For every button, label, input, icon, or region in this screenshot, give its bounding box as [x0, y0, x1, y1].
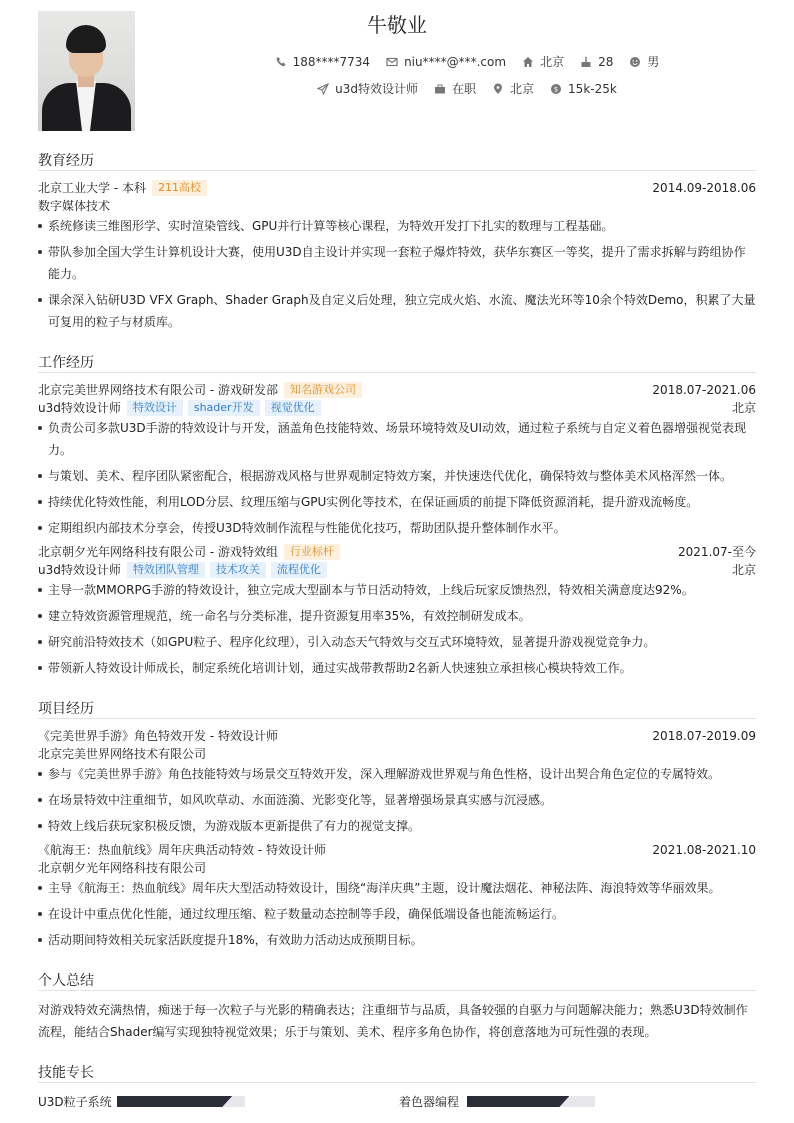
- project-company: 北京朝夕光年网络科技有限公司: [38, 861, 207, 875]
- status-item: [434, 80, 476, 97]
- phone-text: 188****7734: [292, 54, 371, 69]
- education-heading: 教育经历: [38, 153, 94, 169]
- work-role-row: [38, 562, 756, 578]
- skill-bar: [117, 1096, 245, 1107]
- project-heading: 项目经历: [38, 701, 94, 717]
- company-tag: 行业标杆: [284, 544, 340, 560]
- education-header: [38, 180, 756, 196]
- skill-bar-fill: [117, 1096, 232, 1107]
- home-icon: [522, 56, 534, 68]
- skill-tag: 流程优化: [271, 562, 327, 578]
- school-name: 北京工业大学 - 本科: [38, 181, 146, 195]
- candidate-name: 牛敬业: [367, 13, 427, 37]
- project-header: [38, 728, 756, 744]
- summary-text: 对游戏特效充满热情，痴迷于每一次粒子与光影的精确表达；注重细节与品质，具备较强的自驱力与问题解决能力；熟悉U3D特效制作流程，能结合Shader编写实现独特视觉效果；乐于与策划、美术、程序多角色协作，将创意落地为可玩性强的表现。: [38, 1003, 748, 1039]
- location-pin-icon: [492, 83, 504, 95]
- education-major-row: [38, 198, 756, 214]
- project-header: [38, 842, 756, 858]
- work-date: 2018.07-2021.06: [652, 383, 756, 397]
- work-header: [38, 382, 756, 398]
- skill-tag: shader开发: [188, 400, 260, 416]
- work-header: [38, 544, 756, 560]
- project-title: 《完美世界手游》角色特效开发 - 特效设计师: [38, 729, 278, 743]
- mail-icon: [386, 56, 398, 68]
- project-company-row: [38, 860, 756, 876]
- skill-item: [38, 1093, 245, 1110]
- hometown-text: 北京: [540, 55, 565, 69]
- list-item: 定期组织内部技术分享会，传授U3D特效制作流程与性能优化技巧，帮助团队提升整体制作水平。: [38, 517, 756, 539]
- company-name: 北京朝夕光年网络科技有限公司 - 游戏特效组: [38, 545, 278, 559]
- divider: [38, 170, 756, 171]
- location-item: [492, 80, 534, 97]
- send-icon: [317, 83, 329, 95]
- list-item: 建立特效资源管理规范，统一命名与分类标准，提升资源复用率35%，有效控制研发成本。: [38, 605, 756, 627]
- briefcase-icon: [434, 83, 446, 95]
- money-icon: [550, 83, 562, 95]
- job-intent-row: [140, 80, 794, 97]
- list-item: 系统修读三维图形学、实时渲染管线、GPU并行计算等核心课程，为特效开发打下扎实的数理与工程基础。: [38, 215, 756, 237]
- email-item: [386, 55, 506, 69]
- list-item: 参与《完美世界手游》角色技能特效与场景交互特效开发，深入理解游戏世界观与角色性格，设计出契合角色定位的专属特效。: [38, 763, 756, 785]
- school-tag: 211高校: [152, 180, 207, 196]
- skill-name: 着色器编程: [399, 1095, 460, 1109]
- divider: [38, 718, 756, 719]
- list-item: 带领新人特效设计师成长，制定系统化培训计划，通过实战带教帮助2名新人快速独立承担核心模块特效工作。: [38, 657, 756, 679]
- list-item: 与策划、美术、程序团队紧密配合，根据游戏风格与世界观制定特效方案，并快速迭代优化，确保特效与整体美术风格浑然一体。: [38, 465, 756, 487]
- work-city: 北京: [731, 563, 756, 577]
- salary-text: 15k-25k: [568, 81, 617, 96]
- education-date: 2014.09-2018.06: [652, 181, 756, 195]
- company-name: 北京完美世界网络技术有限公司 - 游戏研发部: [38, 383, 278, 397]
- list-item: 活动期间特效相关玩家活跃度提升18%，有效助力活动达成预期目标。: [38, 929, 756, 951]
- skill-name: U3D粒子系统: [38, 1095, 112, 1109]
- skill-bar: [467, 1096, 595, 1107]
- project-date: 2018.07-2019.09: [652, 729, 756, 743]
- gender-item: [629, 53, 659, 70]
- major: 数字媒体技术: [38, 199, 111, 213]
- list-item: 主导一款MMORPG手游的特效设计，独立完成大型副本与节日活动特效，上线后玩家反馈热烈，特效相关满意度达92%。: [38, 579, 756, 601]
- divider: [38, 990, 756, 991]
- job-role: u3d特效设计师: [38, 563, 121, 577]
- salary-item: [550, 82, 617, 96]
- work-heading: 工作经历: [38, 355, 94, 371]
- skill-item: [399, 1093, 595, 1110]
- person-icon: [629, 56, 641, 68]
- company-tag: 知名游戏公司: [284, 382, 362, 398]
- summary-heading: 个人总结: [38, 973, 94, 989]
- work-role-row: [38, 400, 756, 416]
- hometown-item: [522, 53, 564, 70]
- phone-icon: [275, 56, 287, 68]
- project-date: 2021.08-2021.10: [652, 843, 756, 857]
- phone-item: [275, 55, 370, 69]
- list-item: 研究前沿特效技术（如GPU粒子、程序化纹理），引入动态天气特效与交互式环境特效，显著提升游戏视觉竞争力。: [38, 631, 756, 653]
- project-title: 《航海王：热血航线》周年庆典活动特效 - 特效设计师: [38, 843, 326, 857]
- svg-text:$: $: [553, 85, 559, 93]
- project-company-row: [38, 746, 756, 762]
- location-text: 北京: [510, 82, 535, 96]
- list-item: 特效上线后获玩家积极反馈，为游戏版本更新提供了有力的视觉支撑。: [38, 815, 756, 837]
- list-item: 负责公司多款U3D手游的特效设计与开发，涵盖角色技能特效、场景环境特效及UI动效，通过粒子系统与自定义着色器增强视觉表现力。: [38, 417, 756, 461]
- list-item: 主导《航海王：热血航线》周年庆大型活动特效设计，围绕“海洋庆典”主题，设计魔法烟花、神秘法阵、海浪特效等华丽效果。: [38, 877, 756, 899]
- skills-heading: 技能专长: [38, 1065, 94, 1081]
- skill-tag: 技术攻关: [210, 562, 266, 578]
- list-item: 课余深入钻研U3D VFX Graph、Shader Graph及自定义后处理，独立完成火焰、水流、魔法光环等10余个特效Demo，积累了大量可复用的粒子与材质库。: [38, 289, 756, 333]
- divider: [38, 372, 756, 373]
- skill-tag: 视觉优化: [265, 400, 321, 416]
- work-date: 2021.07-至今: [678, 545, 756, 559]
- skill-tag: 特效团队管理: [127, 562, 205, 578]
- work-city: 北京: [731, 401, 756, 415]
- cake-icon: [580, 56, 592, 68]
- age-item: [580, 55, 613, 69]
- skill-bar-fill: [467, 1096, 569, 1107]
- position-text: u3d特效设计师: [335, 82, 419, 96]
- email-text: niu****@***.com: [404, 54, 507, 69]
- contact-row: [140, 53, 794, 70]
- job-role: u3d特效设计师: [38, 401, 121, 415]
- list-item: 在设计中重点优化性能，通过纹理压缩、粒子数量动态控制等手段，确保低端设备也能流畅运行。: [38, 903, 756, 925]
- status-text: 在职: [452, 82, 477, 96]
- divider: [38, 1082, 756, 1083]
- list-item: 带队参加全国大学生计算机设计大赛，使用U3D自主设计并实现一套粒子爆炸特效，获华东赛区一等奖，提升了需求拆解与跨组协作能力。: [38, 241, 756, 285]
- skill-tag: 特效设计: [127, 400, 183, 416]
- list-item: 持续优化特效性能，利用LOD分层、纹理压缩与GPU实例化等技术，在保证画质的前提下降低资源消耗，提升游戏流畅度。: [38, 491, 756, 513]
- gender-text: 男: [647, 55, 660, 69]
- project-company: 北京完美世界网络技术有限公司: [38, 747, 207, 761]
- position-item: [317, 80, 418, 97]
- list-item: 在场景特效中注重细节，如风吹草动、水面涟漪、光影变化等，显著增强场景真实感与沉浸感。: [38, 789, 756, 811]
- age-text: 28: [598, 54, 614, 69]
